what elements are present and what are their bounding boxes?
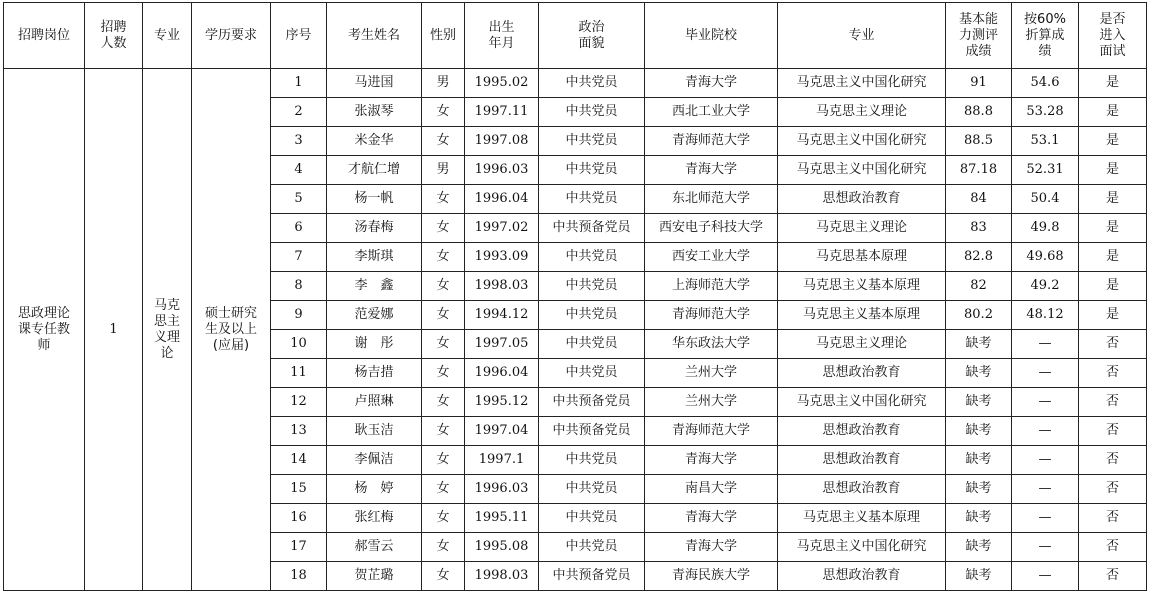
- group-major-requirement: 马克 思主 义理 论: [143, 69, 192, 591]
- cell-major: 马克思主义中国化研究: [778, 156, 946, 185]
- cell-gender: 女: [422, 214, 465, 243]
- cell-political: 中共预备党员: [539, 417, 645, 446]
- cell-major: 思想政治教育: [778, 475, 946, 504]
- cell-weighted: —: [1012, 533, 1079, 562]
- cell-major: 思想政治教育: [778, 185, 946, 214]
- cell-gender: 女: [422, 330, 465, 359]
- cell-score: 缺考: [946, 417, 1012, 446]
- table-header: [4, 3, 1147, 69]
- cell-school: 东北师范大学: [645, 185, 778, 214]
- cell-seq: 17: [271, 533, 327, 562]
- cell-school: 西安电子科技大学: [645, 214, 778, 243]
- cell-interview: 是: [1079, 98, 1147, 127]
- cell-interview: 否: [1079, 330, 1147, 359]
- header-birth: 出生 年月: [465, 3, 539, 69]
- cell-gender: 女: [422, 272, 465, 301]
- cell-birth: 1996.04: [465, 359, 539, 388]
- cell-seq: 12: [271, 388, 327, 417]
- cell-interview: 是: [1079, 69, 1147, 98]
- cell-name: 谢 彤: [327, 330, 422, 359]
- cell-seq: 7: [271, 243, 327, 272]
- cell-weighted: —: [1012, 417, 1079, 446]
- cell-score: 缺考: [946, 562, 1012, 591]
- cell-school: 兰州大学: [645, 388, 778, 417]
- cell-school: 西北工业大学: [645, 98, 778, 127]
- cell-name: 张淑琴: [327, 98, 422, 127]
- cell-name: 杨一帆: [327, 185, 422, 214]
- cell-gender: 女: [422, 417, 465, 446]
- cell-seq: 10: [271, 330, 327, 359]
- cell-score: 83: [946, 214, 1012, 243]
- cell-major: 马克思主义中国化研究: [778, 533, 946, 562]
- cell-name: 李斯琪: [327, 243, 422, 272]
- cell-birth: 1995.02: [465, 69, 539, 98]
- cell-school: 南昌大学: [645, 475, 778, 504]
- cell-gender: 女: [422, 388, 465, 417]
- cell-seq: 15: [271, 475, 327, 504]
- cell-birth: 1997.1: [465, 446, 539, 475]
- header-major-requirement: 专业: [143, 3, 192, 69]
- recruitment-table: [3, 2, 1147, 591]
- cell-gender: 女: [422, 127, 465, 156]
- cell-gender: 男: [422, 156, 465, 185]
- cell-name: 耿玉洁: [327, 417, 422, 446]
- header-major: 专业: [778, 3, 946, 69]
- cell-score: 82.8: [946, 243, 1012, 272]
- cell-political: 中共预备党员: [539, 214, 645, 243]
- cell-seq: 3: [271, 127, 327, 156]
- cell-interview: 是: [1079, 185, 1147, 214]
- cell-name: 卢照琳: [327, 388, 422, 417]
- header-political: 政治 面貌: [539, 3, 645, 69]
- cell-score: 91: [946, 69, 1012, 98]
- cell-political: 中共党员: [539, 127, 645, 156]
- cell-interview: 否: [1079, 359, 1147, 388]
- cell-political: 中共党员: [539, 446, 645, 475]
- cell-score: 缺考: [946, 446, 1012, 475]
- cell-interview: 否: [1079, 388, 1147, 417]
- cell-major: 马克思主义理论: [778, 214, 946, 243]
- header-interview: 是否 进入 面试: [1079, 3, 1147, 69]
- cell-name: 贺芷璐: [327, 562, 422, 591]
- header-school: 毕业院校: [645, 3, 778, 69]
- cell-major: 思想政治教育: [778, 359, 946, 388]
- group-education: 硕士研究 生及以上 (应届): [192, 69, 271, 591]
- cell-major: 马克思主义基本原理: [778, 504, 946, 533]
- cell-gender: 女: [422, 562, 465, 591]
- cell-gender: 女: [422, 185, 465, 214]
- cell-weighted: —: [1012, 504, 1079, 533]
- cell-political: 中共党员: [539, 504, 645, 533]
- cell-seq: 4: [271, 156, 327, 185]
- cell-score: 缺考: [946, 504, 1012, 533]
- cell-school: 青海师范大学: [645, 127, 778, 156]
- group-position: 思政理论 课专任教 师: [4, 69, 85, 591]
- cell-name: 李佩洁: [327, 446, 422, 475]
- cell-political: 中共党员: [539, 475, 645, 504]
- cell-interview: 是: [1079, 127, 1147, 156]
- cell-gender: 女: [422, 359, 465, 388]
- cell-political: 中共党员: [539, 185, 645, 214]
- cell-seq: 6: [271, 214, 327, 243]
- cell-interview: 否: [1079, 533, 1147, 562]
- cell-weighted: 50.4: [1012, 185, 1079, 214]
- header-headcount: 招聘 人数: [85, 3, 143, 69]
- cell-weighted: 53.1: [1012, 127, 1079, 156]
- cell-school: 青海师范大学: [645, 417, 778, 446]
- cell-gender: 女: [422, 243, 465, 272]
- cell-major: 思想政治教育: [778, 446, 946, 475]
- cell-major: 马克思主义理论: [778, 330, 946, 359]
- cell-birth: 1997.08: [465, 127, 539, 156]
- cell-name: 杨 婷: [327, 475, 422, 504]
- cell-weighted: 54.6: [1012, 69, 1079, 98]
- cell-gender: 女: [422, 301, 465, 330]
- cell-birth: 1998.03: [465, 562, 539, 591]
- cell-school: 上海师范大学: [645, 272, 778, 301]
- cell-gender: 女: [422, 98, 465, 127]
- cell-weighted: —: [1012, 388, 1079, 417]
- header-education: 学历要求: [192, 3, 271, 69]
- cell-political: 中共党员: [539, 272, 645, 301]
- cell-name: 马进国: [327, 69, 422, 98]
- cell-seq: 16: [271, 504, 327, 533]
- cell-name: 汤春梅: [327, 214, 422, 243]
- cell-score: 82: [946, 272, 1012, 301]
- cell-political: 中共预备党员: [539, 562, 645, 591]
- cell-political: 中共党员: [539, 330, 645, 359]
- cell-major: 马克思主义中国化研究: [778, 127, 946, 156]
- cell-weighted: 49.2: [1012, 272, 1079, 301]
- cell-school: 青海大学: [645, 504, 778, 533]
- cell-interview: 否: [1079, 475, 1147, 504]
- group-headcount: 1: [85, 69, 143, 591]
- cell-political: 中共党员: [539, 301, 645, 330]
- cell-political: 中共党员: [539, 156, 645, 185]
- cell-name: 郝雪云: [327, 533, 422, 562]
- cell-interview: 是: [1079, 272, 1147, 301]
- table-row: [4, 69, 1147, 98]
- cell-birth: 1995.12: [465, 388, 539, 417]
- cell-major: 思想政治教育: [778, 417, 946, 446]
- header-name: 考生姓名: [327, 3, 422, 69]
- cell-name: 才航仁增: [327, 156, 422, 185]
- header-score: 基本能 力测评 成绩: [946, 3, 1012, 69]
- cell-school: 西安工业大学: [645, 243, 778, 272]
- cell-score: 缺考: [946, 330, 1012, 359]
- cell-birth: 1997.05: [465, 330, 539, 359]
- cell-birth: 1998.03: [465, 272, 539, 301]
- cell-interview: 是: [1079, 214, 1147, 243]
- cell-weighted: —: [1012, 446, 1079, 475]
- cell-score: 88.5: [946, 127, 1012, 156]
- cell-interview: 否: [1079, 562, 1147, 591]
- cell-major: 马克思主义基本原理: [778, 272, 946, 301]
- cell-birth: 1997.04: [465, 417, 539, 446]
- cell-school: 青海大学: [645, 533, 778, 562]
- header-gender: 性别: [422, 3, 465, 69]
- cell-birth: 1993.09: [465, 243, 539, 272]
- cell-political: 中共党员: [539, 243, 645, 272]
- cell-school: 青海大学: [645, 446, 778, 475]
- cell-major: 马克思主义基本原理: [778, 301, 946, 330]
- cell-seq: 5: [271, 185, 327, 214]
- cell-school: 青海师范大学: [645, 301, 778, 330]
- cell-score: 缺考: [946, 533, 1012, 562]
- cell-score: 84: [946, 185, 1012, 214]
- cell-interview: 否: [1079, 446, 1147, 475]
- cell-weighted: 53.28: [1012, 98, 1079, 127]
- cell-score: 缺考: [946, 359, 1012, 388]
- cell-birth: 1997.11: [465, 98, 539, 127]
- cell-school: 青海大学: [645, 156, 778, 185]
- cell-interview: 是: [1079, 301, 1147, 330]
- header-seq: 序号: [271, 3, 327, 69]
- cell-gender: 女: [422, 446, 465, 475]
- cell-political: 中共党员: [539, 359, 645, 388]
- cell-seq: 18: [271, 562, 327, 591]
- cell-birth: 1994.12: [465, 301, 539, 330]
- cell-gender: 男: [422, 69, 465, 98]
- table-body: [4, 69, 1147, 591]
- cell-seq: 13: [271, 417, 327, 446]
- cell-major: 马克思基本原理: [778, 243, 946, 272]
- cell-school: 兰州大学: [645, 359, 778, 388]
- cell-major: 马克思主义中国化研究: [778, 388, 946, 417]
- cell-score: 缺考: [946, 388, 1012, 417]
- cell-seq: 2: [271, 98, 327, 127]
- cell-seq: 1: [271, 69, 327, 98]
- cell-weighted: —: [1012, 359, 1079, 388]
- cell-weighted: 48.12: [1012, 301, 1079, 330]
- cell-interview: 否: [1079, 417, 1147, 446]
- cell-seq: 9: [271, 301, 327, 330]
- cell-school: 青海民族大学: [645, 562, 778, 591]
- cell-birth: 1996.04: [465, 185, 539, 214]
- cell-seq: 8: [271, 272, 327, 301]
- cell-seq: 14: [271, 446, 327, 475]
- cell-major: 马克思主义理论: [778, 98, 946, 127]
- cell-school: 华东政法大学: [645, 330, 778, 359]
- cell-score: 缺考: [946, 475, 1012, 504]
- cell-interview: 是: [1079, 243, 1147, 272]
- cell-score: 80.2: [946, 301, 1012, 330]
- header-weighted: 按60% 折算成 绩: [1012, 3, 1079, 69]
- cell-birth: 1997.02: [465, 214, 539, 243]
- cell-weighted: 52.31: [1012, 156, 1079, 185]
- cell-name: 米金华: [327, 127, 422, 156]
- cell-name: 张红梅: [327, 504, 422, 533]
- cell-birth: 1996.03: [465, 156, 539, 185]
- cell-interview: 是: [1079, 156, 1147, 185]
- cell-score: 87.18: [946, 156, 1012, 185]
- cell-political: 中共预备党员: [539, 388, 645, 417]
- cell-birth: 1995.08: [465, 533, 539, 562]
- cell-birth: 1995.11: [465, 504, 539, 533]
- cell-name: 李 鑫: [327, 272, 422, 301]
- cell-score: 88.8: [946, 98, 1012, 127]
- cell-weighted: —: [1012, 330, 1079, 359]
- cell-gender: 女: [422, 475, 465, 504]
- cell-political: 中共党员: [539, 533, 645, 562]
- cell-name: 杨吉措: [327, 359, 422, 388]
- cell-seq: 11: [271, 359, 327, 388]
- cell-weighted: 49.68: [1012, 243, 1079, 272]
- cell-weighted: —: [1012, 475, 1079, 504]
- cell-gender: 女: [422, 504, 465, 533]
- cell-political: 中共党员: [539, 69, 645, 98]
- cell-birth: 1996.03: [465, 475, 539, 504]
- cell-name: 范爱娜: [327, 301, 422, 330]
- cell-major: 马克思主义中国化研究: [778, 69, 946, 98]
- cell-gender: 女: [422, 533, 465, 562]
- header-position: 招聘岗位: [4, 3, 85, 69]
- cell-major: 思想政治教育: [778, 562, 946, 591]
- cell-weighted: 49.8: [1012, 214, 1079, 243]
- cell-interview: 否: [1079, 504, 1147, 533]
- cell-political: 中共党员: [539, 98, 645, 127]
- cell-school: 青海大学: [645, 69, 778, 98]
- cell-weighted: —: [1012, 562, 1079, 591]
